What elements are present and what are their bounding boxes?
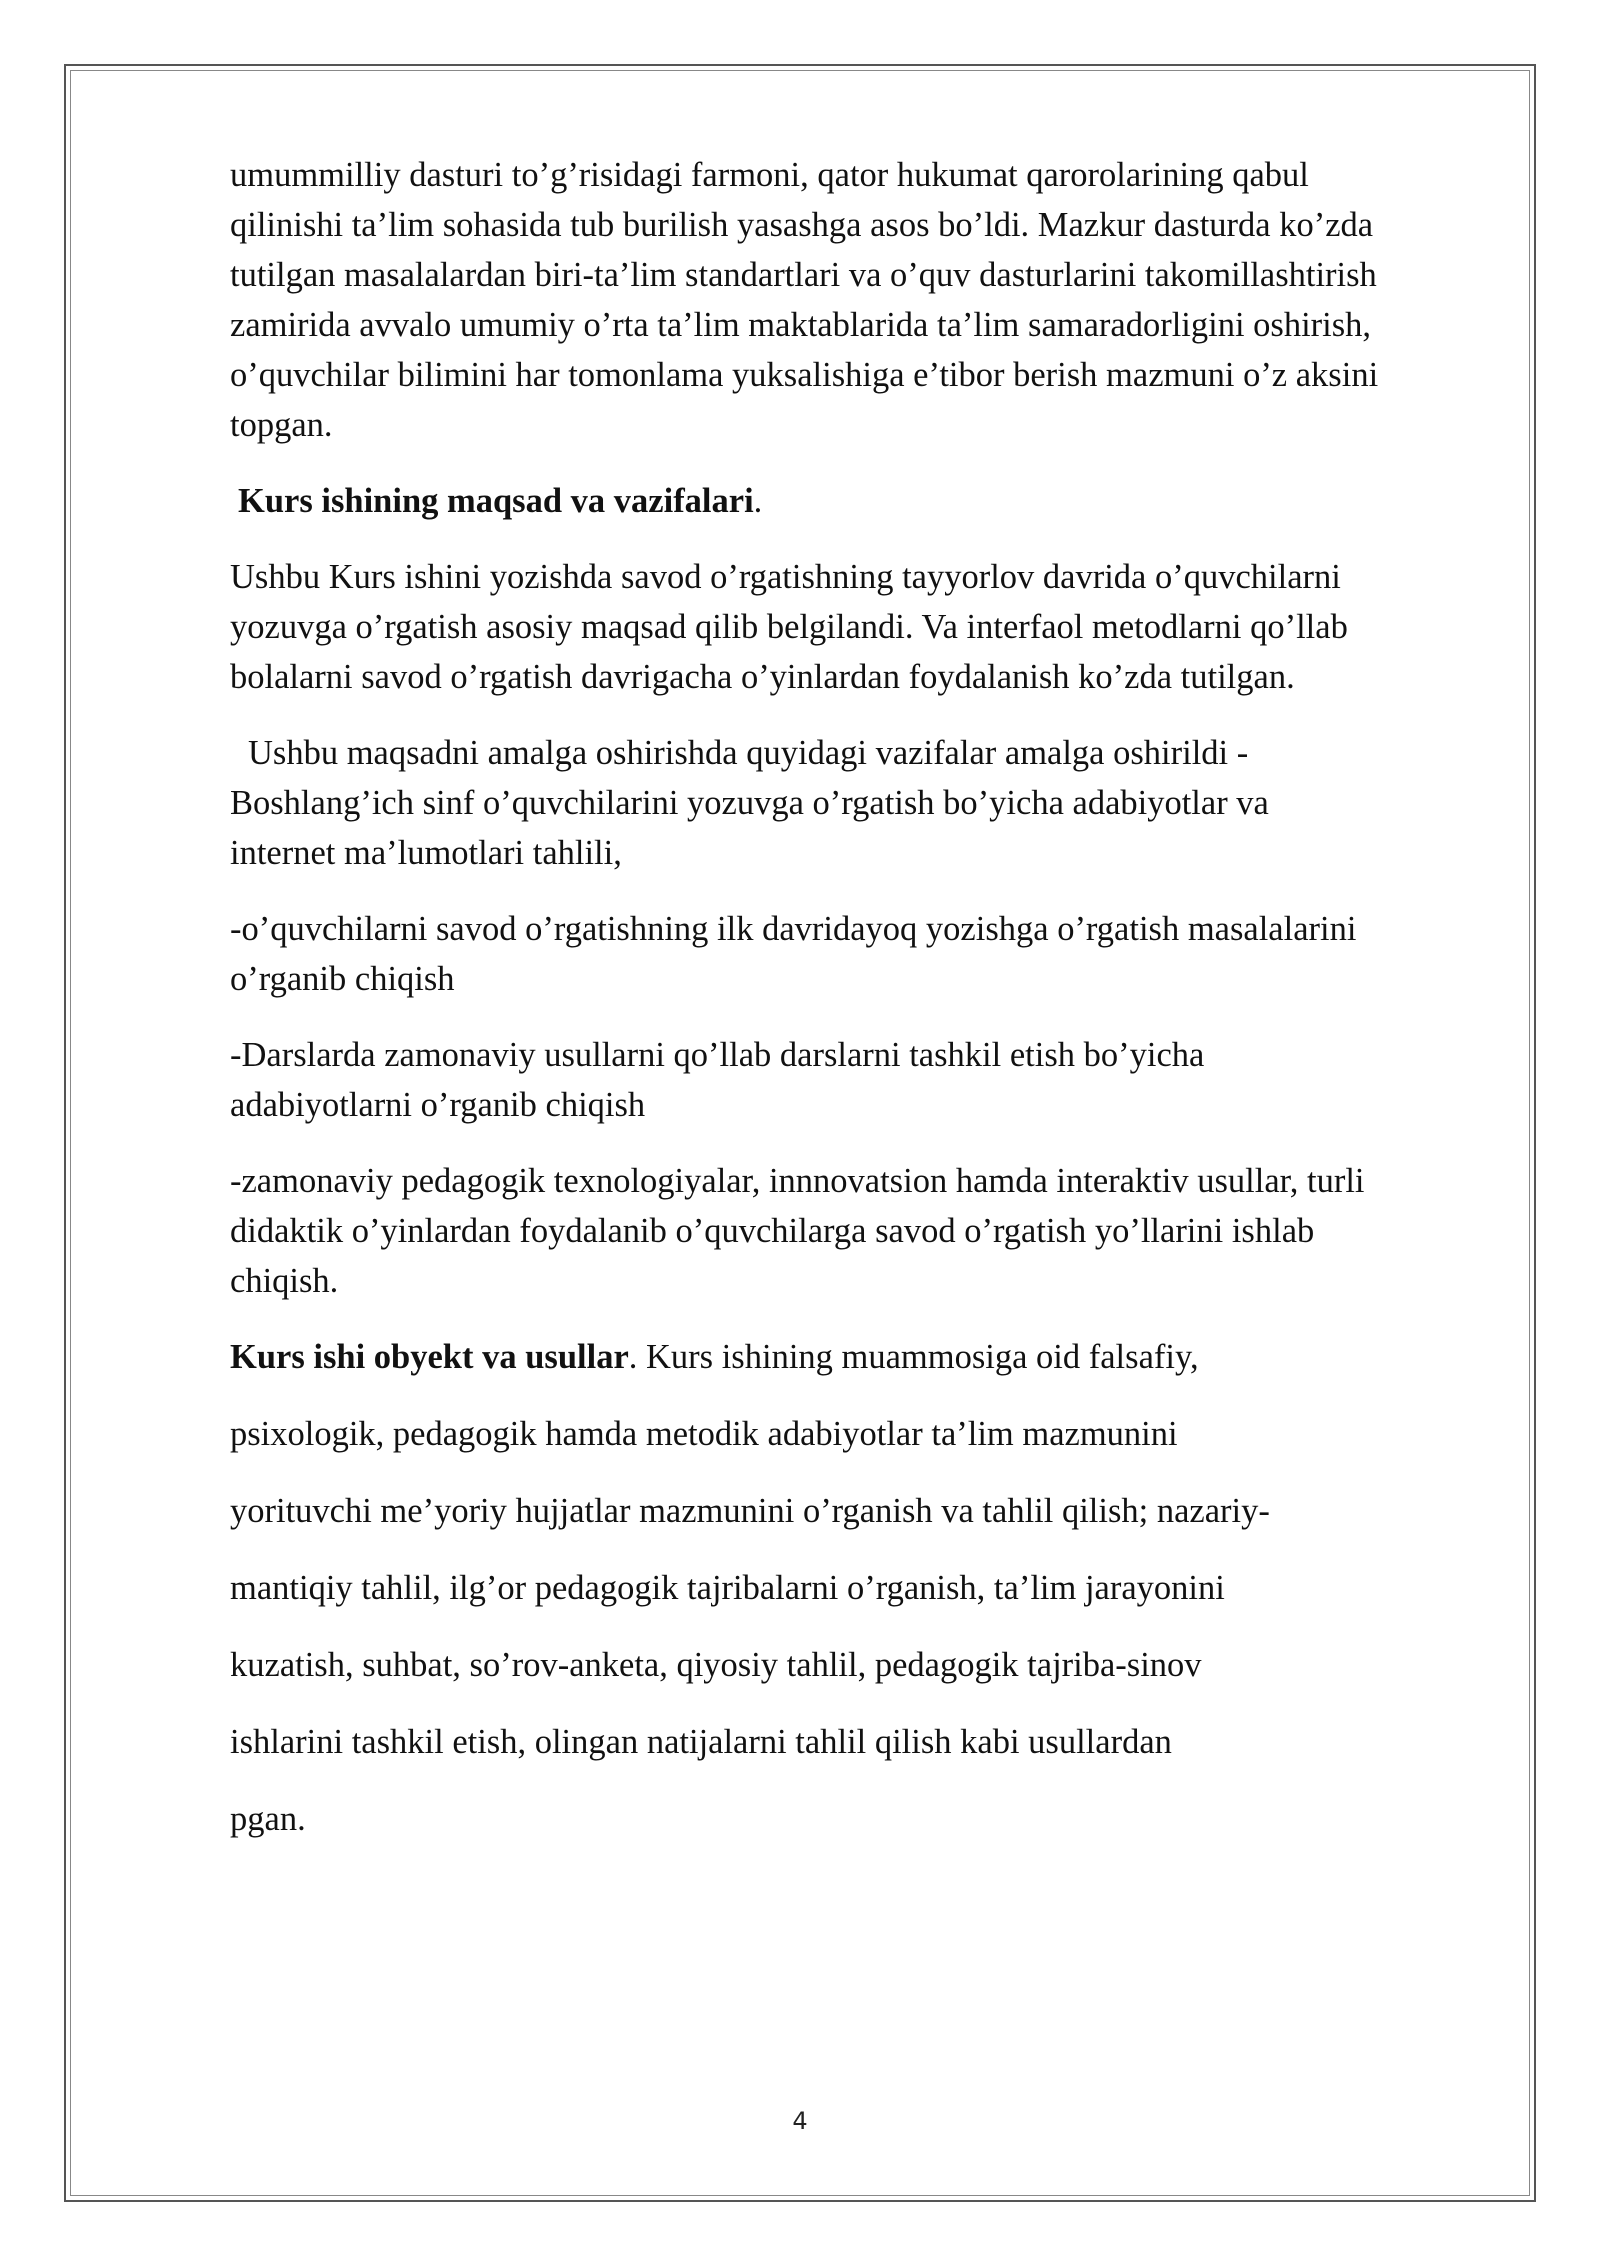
text-line: ishlarini tashkil etish, olingan natijalarni tahlil qilish kabi usullardan <box>230 1723 1172 1761</box>
text-line: bolalarni savod o’rgatish davrigacha o’yinlardan foydalanish ko’zda tutilgan. <box>230 658 1295 696</box>
text-line: mantiqiy tahlil, ilg’or pedagogik tajribalarni o’rganish, ta’lim jarayonini <box>230 1569 1225 1607</box>
text-line: tutilgan masalalardan biri-ta’lim standartlari va o’quv dasturlarini takomillashtirish <box>230 256 1377 294</box>
paragraph-goal <box>230 552 1500 702</box>
page-number: 4 <box>792 2107 808 2135</box>
text-line: -Darslarda zamonaviy usullarni qo’llab darslarni tashkil etish bo’yicha <box>230 1036 1205 1074</box>
text-line: zamirida avvalo umumiy o’rta ta’lim maktablarida ta’lim samaradorligini oshirish, <box>230 306 1372 344</box>
text-line: adabiyotlarni o’rganib chiqish <box>230 1086 646 1124</box>
list-item-task <box>230 1030 1500 1130</box>
document-body <box>230 150 1500 1870</box>
text-line: chiqish. <box>230 1262 339 1300</box>
text-line: Boshlang’ich sinf o’quvchilarini yozuvga o’rgatish bo’yicha adabiyotlar va <box>230 784 1269 822</box>
text-line: -o’quvchilarni savod o’rgatishning ilk davridayoq yozishga o’rgatish masalalarini <box>230 910 1357 948</box>
heading-bold-text: Kurs ishining maqsad va vazifalari <box>238 482 754 520</box>
text-line: -zamonaviy pedagogik texnologiyalar, innnovatsion hamda interaktiv usullar, turli <box>230 1162 1365 1200</box>
heading-tail-text: . Kurs ishining muammosiga oid falsafiy, <box>628 1338 1199 1376</box>
text-line: Ushbu Kurs ishini yozishda savod o’rgatishning tayyorlov davrida o’quvchilarni <box>230 558 1341 596</box>
text-line: yorituvchi me’yoriy hujjatlar mazmunini o’rganish va tahlil qilish; nazariy- <box>230 1492 1270 1530</box>
paragraph-methods <box>230 1409 1500 1844</box>
text-line: internet ma’lumotlari tahlili, <box>230 834 622 872</box>
text-line: pgan. <box>230 1800 306 1838</box>
text-line: didaktik o’yinlardan foydalanib o’quvchilarga savod o’rgatish yo’llarini ishlab <box>230 1212 1315 1250</box>
paragraph-tasks <box>230 728 1500 878</box>
text-line: qilinishi ta’lim sohasida tub burilish yasashga asos bo’ldi. Mazkur dasturda ko’zda <box>230 206 1374 244</box>
text-line: o’rganib chiqish <box>230 960 455 998</box>
paragraph-intro <box>230 150 1500 450</box>
text-line: o’quvchilar bilimini har tomonlama yuksalishiga e’tibor berish mazmuni o’z aksini <box>230 356 1379 394</box>
text-line: yozuvga o’rgatish asosiy maqsad qilib belgilandi. Va interfaol metodlarni qo’llab <box>230 608 1348 646</box>
list-item-task <box>230 1156 1500 1306</box>
section-heading-goals <box>230 476 1500 526</box>
text-line: Ushbu maqsadni amalga oshirishda quyidagi vazifalar amalga oshirildi - <box>248 734 1249 772</box>
text-line: kuzatish, suhbat, so’rov-anketa, qiyosiy tahlil, pedagogik tajriba-sinov <box>230 1646 1202 1684</box>
heading-bold-text: Kurs ishi obyekt va usullar <box>230 1338 629 1376</box>
text-line: umummilliy dasturi to’g’risidagi farmoni, qator hukumat qarorolarining qabul <box>230 156 1309 194</box>
section-heading-object-methods <box>230 1332 1500 1382</box>
text-line: psixologik, pedagogik hamda metodik adabiyotlar ta’lim mazmunini <box>230 1415 1178 1453</box>
list-item-task <box>230 904 1500 1004</box>
text-line: topgan. <box>230 406 333 444</box>
heading-tail-text: . <box>753 482 763 520</box>
